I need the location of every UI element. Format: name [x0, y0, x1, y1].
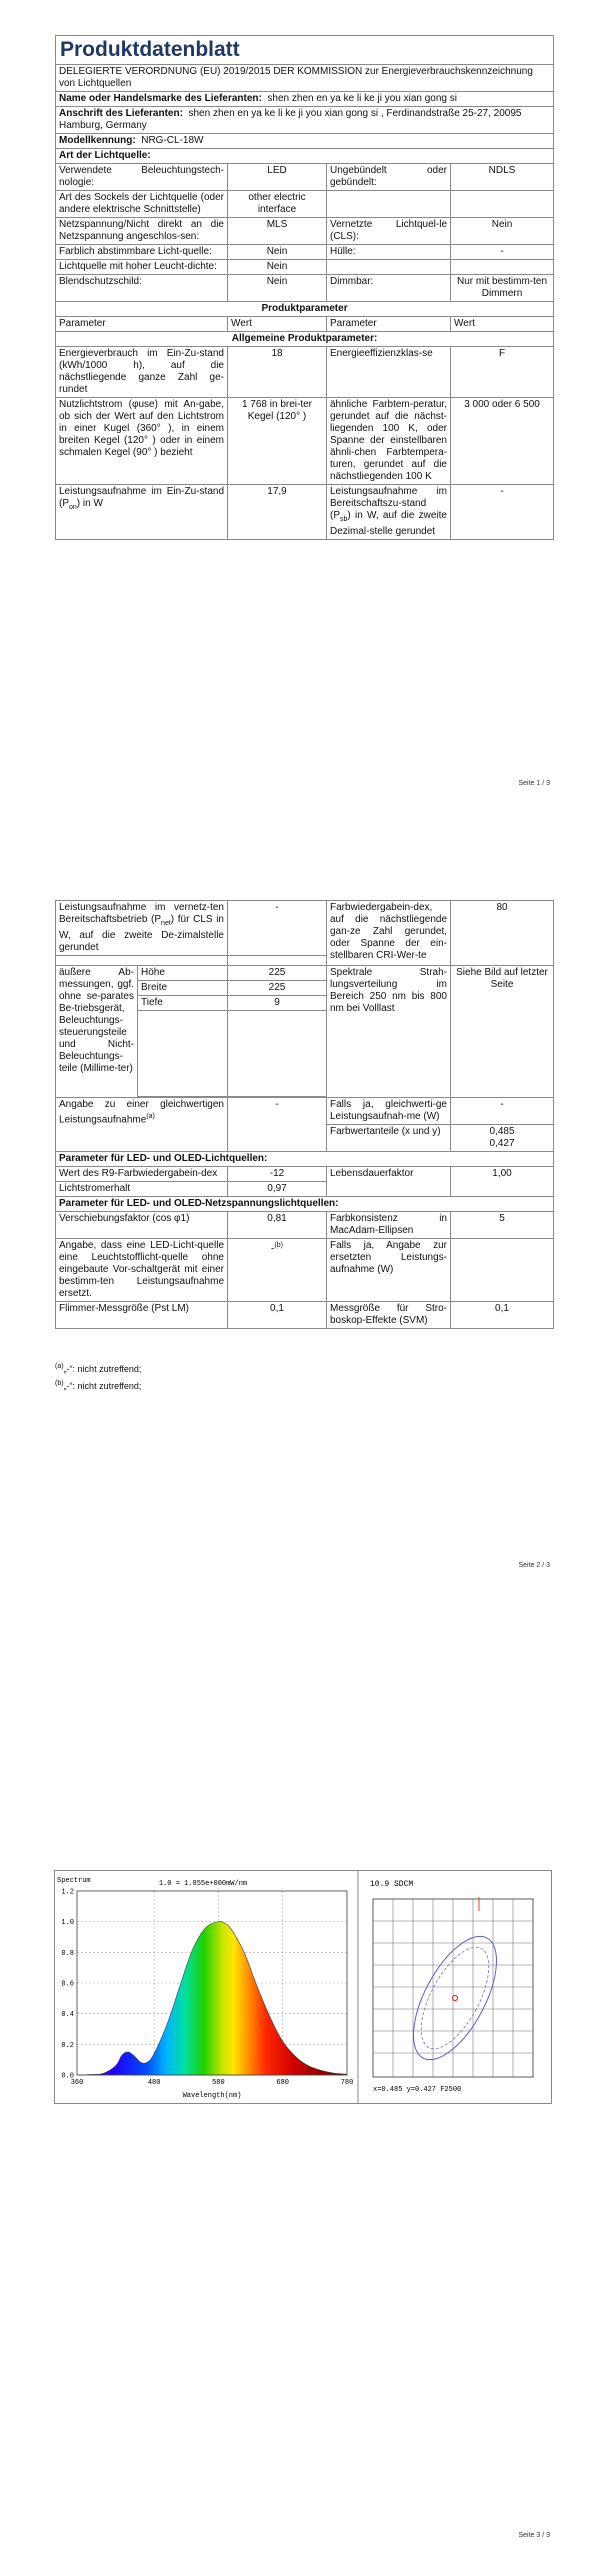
- networked-standby-label: [56, 901, 228, 956]
- empty-cell: [228, 1011, 327, 1097]
- spectrum-x-tick-label: 360: [70, 2079, 84, 2087]
- footnote-ref-b: (b): [274, 1242, 283, 1249]
- tunable-value: Nein: [228, 245, 327, 260]
- spectrum-y-title: Spectrum: [57, 1877, 91, 1885]
- spectrum-x-tick-label: 680: [276, 2079, 290, 2087]
- svm-value: 0,1: [451, 1302, 554, 1329]
- high-luminance-value: Nein: [228, 260, 327, 275]
- spectral-measurement-image: [54, 1870, 552, 2104]
- table-row: [56, 966, 554, 981]
- envelope-label: Hülle:: [327, 245, 451, 260]
- r9-value: -12: [228, 1167, 327, 1182]
- datasheet-table-2: [55, 900, 554, 1329]
- on-mode-power-subscript: on: [69, 504, 77, 511]
- sdcm-readout: x=0.485 y=0.427 F2500: [373, 2086, 462, 2094]
- footnote-a: [55, 1360, 141, 1376]
- regulation-text: DELEGIERTE VERORDNUNG (EU) 2019/2015 DER KOMMISSION zur Energieverbrauchskennzeichnung von Lichtquellen: [56, 65, 554, 92]
- mains-label: Netzspannung/Nicht direkt an die Netzspannung angeschlos-sen:: [56, 218, 228, 245]
- lumen-maintenance-value: 0,97: [228, 1182, 327, 1197]
- cls-value: Nein: [451, 218, 554, 245]
- height-value: 225: [228, 966, 327, 981]
- displacement-factor-value: 0,81: [228, 1212, 327, 1239]
- mains-led-params-heading: Parameter für LED- und OLED-Netzspannungslichtquellen:: [56, 1197, 554, 1212]
- r9-label: Wert des R9-Farbwiedergabein-dex: [56, 1167, 228, 1182]
- general-params-heading: Allgemeine Produktparameter:: [56, 332, 554, 347]
- model-value: NRG-CL-18W: [141, 135, 204, 146]
- page-number: Seite 2 / 3: [518, 1562, 550, 1569]
- spectrum-x-label: Wavelength(nm): [182, 2092, 242, 2100]
- table-row: [56, 1239, 554, 1302]
- chromaticity-point: [453, 1996, 458, 2001]
- footnote-b-mark: (b): [55, 1380, 64, 1387]
- replacement-claim-value: [228, 1239, 327, 1302]
- standby-power-value: -: [451, 485, 554, 540]
- replacement-claim-label: Angabe, dass eine LED-Licht-quelle eine Leuchtstofflicht-quelle ohne eingebaute Vor-schaltgerät mit einer bestimm-ten Leistungsaufnahme ersetzt.: [56, 1239, 228, 1302]
- luminous-flux-value: 1 768 in brei-ter Kegel (120° ): [228, 398, 327, 485]
- dimmable-value: Nur mit bestimm-ten Dimmern: [451, 275, 554, 302]
- equivalent-power-value: -: [451, 1098, 554, 1125]
- col-header-value: Wert: [228, 317, 327, 332]
- networked-standby-value: -: [228, 901, 327, 956]
- anti-glare-label: Blendschutzschild:: [56, 275, 228, 302]
- empty-cell: [451, 191, 554, 218]
- width-label: Breite: [138, 981, 228, 996]
- footnote-a-mark: (a): [55, 1363, 64, 1370]
- col-header-parameter: Parameter: [56, 317, 228, 332]
- datasheet-table-1: [55, 35, 554, 540]
- table-row: [56, 218, 554, 245]
- spectrum-y-ticks: [61, 1889, 74, 2081]
- spectrum-panel: [57, 1877, 353, 2100]
- footnote-b-text: „-“: nicht zutreffend;: [63, 1381, 142, 1391]
- macadam-value: 5: [451, 1212, 554, 1239]
- energy-consumption-value: 18: [228, 347, 327, 398]
- table-row: [56, 485, 554, 540]
- page-title: Produktdatenblatt: [56, 36, 554, 65]
- empty-cell: [327, 260, 451, 275]
- page-number: Seite 3 / 3: [518, 2532, 550, 2539]
- equivalent-power-claim-text: Angabe zu einer gleichwertigen Leistungsaufnahme: [59, 1099, 224, 1126]
- page-1: [0, 0, 603, 860]
- networked-standby-subscript: net: [161, 920, 171, 927]
- height-label: Höhe: [138, 966, 228, 981]
- survival-factor-label: Lebensdauerfaktor: [327, 1167, 451, 1197]
- table-row: [56, 1302, 554, 1329]
- on-mode-power-label-text: Leistungsaufnahme im Ein-Zu-stand (P: [59, 486, 224, 509]
- table-row: [56, 164, 554, 191]
- standby-power-subscript: sb: [340, 516, 348, 523]
- model-row: [56, 134, 554, 149]
- spectrum-x-tick-label: 580: [212, 2079, 225, 2087]
- replaced-power-value: [451, 1239, 554, 1302]
- supplier-name-label: Name oder Handelsmarke des Lieferanten:: [59, 93, 262, 104]
- spectral-distribution-label: Spektrale Strah-lungsverteilung im Bereich 250 nm bis 800 nm bei Volllast: [327, 966, 451, 1098]
- page-number: Seite 1 / 3: [518, 780, 550, 787]
- footnote-ref-a: (a): [146, 1113, 155, 1120]
- spectrum-y-tick-label: 1.0: [61, 1919, 74, 1928]
- chromaticity-y: 0,427: [489, 1138, 515, 1149]
- dimmable-label: Dimmbar:: [327, 275, 451, 302]
- svm-label: Messgröße für Stro-boskop-Effekte (SVM): [327, 1302, 451, 1329]
- sdcm-title: 10.9 SDCM: [370, 1880, 414, 1889]
- model-label: Modellkennung:: [59, 135, 136, 146]
- anti-glare-value: Nein: [228, 275, 327, 302]
- tunable-label: Farblich abstimmbare Licht-quelle:: [56, 245, 228, 260]
- lumen-maintenance-label: Lichtstromerhalt: [56, 1182, 228, 1197]
- table-row: [56, 245, 554, 260]
- on-mode-power-label: [56, 485, 228, 540]
- measurement-figure: [55, 1871, 551, 2103]
- flicker-value: 0,1: [228, 1302, 327, 1329]
- page-3: [0, 1640, 603, 2560]
- table-row: [56, 191, 554, 218]
- technology-value: LED: [228, 164, 327, 191]
- luminous-flux-label: Nutzlichtstrom (φuse) mit An-gabe, ob sich der Wert auf den Lichtstrom in einer Kugel (360° ), in einem breiten Kegel (120° ) oder in einem schmalen Kegel (90° ) bezieht: [56, 398, 228, 485]
- width-value: 225: [228, 981, 327, 996]
- directional-value: NDLS: [451, 164, 554, 191]
- mains-value: MLS: [228, 218, 327, 245]
- cct-label: ähnliche Farbtem-peratur, gerundet auf die nächst-liegenden 100 K, oder Spanne der einstellbaren ähnli-chen Farbtempera-turen, gerundet auf die nächstliegenden 100 K: [327, 398, 451, 485]
- spectrum-y-tick-label: 1.2: [61, 1888, 74, 1897]
- table-row: [56, 260, 554, 275]
- table-row: [56, 1098, 554, 1125]
- chromaticity-x: 0,485: [489, 1126, 515, 1137]
- empty-cell: [56, 956, 228, 966]
- sdcm-grid-lines: [373, 1899, 533, 2077]
- empty-cell: [138, 1011, 228, 1097]
- cct-value: 3 000 oder 6 500: [451, 398, 554, 485]
- supplier-name-value: shen zhen en ya ke li ke ji you xian gong si: [267, 93, 457, 104]
- equivalent-power-claim-label: [56, 1098, 228, 1152]
- supplier-address-label: Anschrift des Lieferanten:: [59, 108, 183, 119]
- product-params-heading: Produktparameter: [56, 302, 554, 317]
- spectrum-y-tick-label: 0.8: [61, 1949, 74, 1958]
- chromaticity-value: [451, 1125, 554, 1152]
- table-header-row: [56, 317, 554, 332]
- spectral-distribution-value: Siehe Bild auf letzter Seite: [451, 966, 554, 1098]
- envelope-value: -: [451, 245, 554, 260]
- replaced-power-label: Falls ja, Angabe zur ersetzten Leistungs-aufnahme (W): [327, 1239, 451, 1302]
- standby-power-label: [327, 485, 451, 540]
- supplier-name-row: [56, 92, 554, 107]
- footnote-b: [55, 1377, 141, 1393]
- sdcm-grid: [373, 1899, 533, 2077]
- spectrum-y-tick-label: 0.6: [61, 1980, 74, 1989]
- table-row: [56, 901, 554, 956]
- empty-cell: [327, 191, 451, 218]
- spectrum-header: 1.0 = 1.855e+000mW/nm: [158, 1880, 248, 1888]
- cap-type-value: other electric interface: [228, 191, 327, 218]
- footnote-a-text: „-“: nicht zutreffend;: [63, 1364, 142, 1374]
- table-row: [56, 347, 554, 398]
- supplier-address-row: [56, 107, 554, 134]
- datasheet-page-1: [55, 35, 553, 540]
- equivalent-power-claim-value: -: [228, 1098, 327, 1152]
- networked-standby-label-text: Leistungsaufnahme im vernetz-ten Bereitschaftsbetrieb (P: [59, 902, 224, 925]
- displacement-factor-label: Verschiebungsfaktor (cos φ1): [56, 1212, 228, 1239]
- table-row: [56, 1167, 554, 1182]
- cri-value: 80: [451, 901, 554, 966]
- empty-cell: [451, 260, 554, 275]
- cri-label: Farbwiedergabein-dex, auf die nächstliegende gan-ze Zahl gerundet, oder Spanne der ein-stellbaren CRI-Wer-te: [327, 901, 451, 966]
- spectrum-x-tick-label: 480: [147, 2079, 161, 2087]
- directional-label: Ungebündelt oder gebündelt:: [327, 164, 451, 191]
- sdcm-panel: [370, 1880, 533, 2094]
- energy-class-value: F: [451, 347, 554, 398]
- spectrum-curve: [77, 1921, 347, 2075]
- spectrum-x-tick-label: 780: [340, 2079, 354, 2087]
- light-type-heading: Art der Lichtquelle:: [56, 149, 554, 164]
- depth-label: Tiefe: [138, 996, 228, 1011]
- cap-type-label: Art des Sockels der Lichtquelle (oder andere elektrische Schnittstelle): [56, 191, 228, 218]
- chromaticity-label: Farbwertanteile (x und y): [327, 1125, 451, 1152]
- energy-consumption-label: Energieverbrauch im Ein-Zu-stand (kWh/1000 h), auf die nächstliegende ganze Zahl ge-rundet: [56, 347, 228, 398]
- flicker-label: Flimmer-Messgröße (Pst LM): [56, 1302, 228, 1329]
- on-mode-power-value: 17,9: [228, 485, 327, 540]
- survival-factor-value: 1,00: [451, 1167, 554, 1197]
- technology-label: Verwendete Beleuchtungstech-nologie:: [56, 164, 228, 191]
- page-2: [0, 860, 603, 1640]
- table-row: [56, 275, 554, 302]
- led-params-heading: Parameter für LED- und OLED-Lichtquellen:: [56, 1152, 554, 1167]
- col-header-parameter: Parameter: [327, 317, 451, 332]
- datasheet-page-2: [55, 900, 553, 1329]
- high-luminance-label: Lichtquelle mit hoher Leucht-dichte:: [56, 260, 228, 275]
- table-row: [56, 398, 554, 485]
- supplier-address-value: shen zhen en ya ke li ke ji you xian gong si , Ferdinandstraße 25-27, 20095 Hamburg, Germany: [59, 108, 522, 131]
- standby-power-label-text: Leistungsaufnahme im Bereitschaftszu-stand (P: [330, 486, 447, 521]
- spectrum-y-tick-label: 0.0: [61, 2072, 74, 2081]
- spectrum-y-tick-label: 0.2: [61, 2041, 74, 2050]
- empty-cell: [228, 956, 327, 966]
- spectrum-y-tick-label: 0.4: [61, 2011, 74, 2020]
- on-mode-power-label-unit: ) in W: [76, 498, 103, 509]
- standby-power-label-unit: ) in W, auf die zweite Dezimal-stelle gerundet: [330, 510, 447, 537]
- networked-standby-label-unit: ) für CLS in W, auf die zweite De-zimalstelle gerundet: [59, 914, 224, 953]
- dimensions-label: äußere Ab-messungen, ggf. ohne se-parates Be-triebsgerät, Beleuchtungs-steuerungsteile und Nicht-Beleuchtungs-teile (Millime-ter): [56, 966, 138, 1098]
- energy-class-label: Energieeffizienzklas-se: [327, 347, 451, 398]
- macadam-label: Farbkonsistenz in MacAdam-Ellipsen: [327, 1212, 451, 1239]
- depth-value: 9: [228, 996, 327, 1011]
- table-row: [56, 1212, 554, 1239]
- cls-label: Vernetzte Lichtquel-le (CLS):: [327, 218, 451, 245]
- replacement-claim-text: -: [271, 1243, 275, 1255]
- equivalent-power-label: Falls ja, gleichwerti-ge Leistungsaufnah-me (W): [327, 1098, 451, 1125]
- col-header-value: Wert: [451, 317, 554, 332]
- spectrum-x-ticks: [71, 2079, 354, 2087]
